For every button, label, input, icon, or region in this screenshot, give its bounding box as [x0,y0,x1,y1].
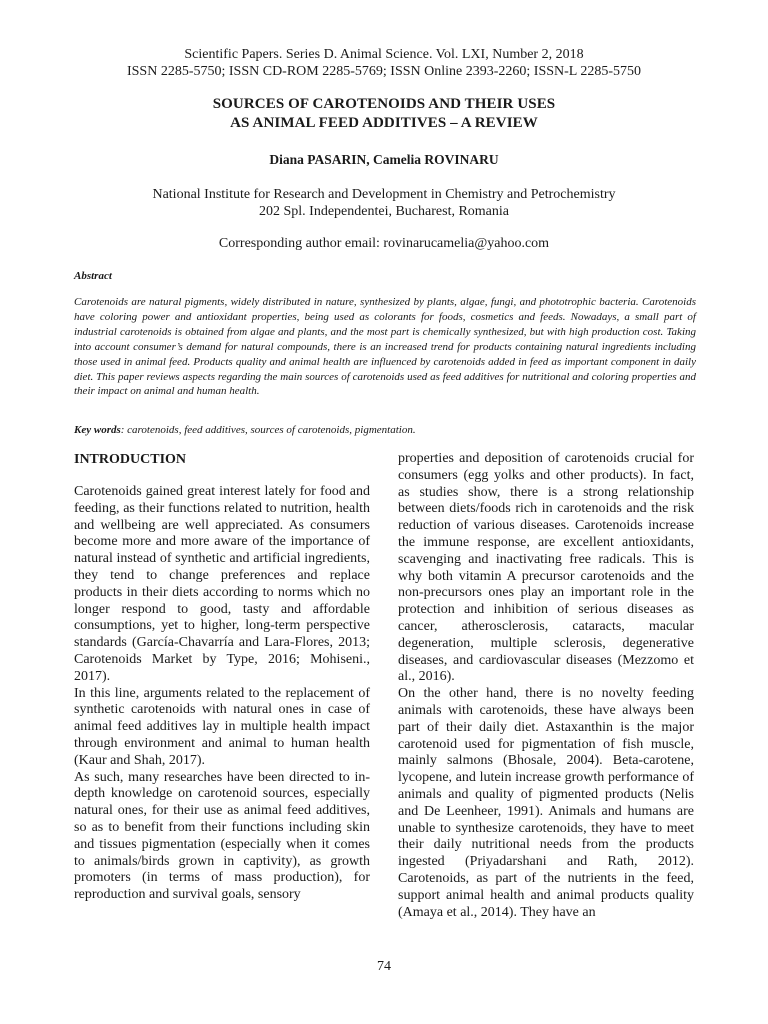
right-column [398,451,694,921]
intro-paragraph: Carotenoids gained great interest lately for food and feeding, as their functions related to nutrition, health and wellbeing are well appreciated. As consumers become more and more aware of the importance of natural instead of synthetic and artificial ingredients, they tend to change preferences and replace products in their diets according to norms which no longer respond to good, tasty and affordable consumptions, yet to higher, long-term perspective standards (García-Chavarría and Lara-Flores, 2013; Carotenoids Market by Type, 2016; Mohiseni., 2017). [74,484,370,684]
introduction-heading: INTRODUCTION [74,452,187,467]
intro-paragraph: properties and deposition of carotenoids crucial for consumers (egg yolks and other products). In fact, as studies show, there is a strong relationship between diets/foods rich in carotenoids and the risk reduction of various diseases. Carotenoids increase the immune response, are excellent antioxidants, scavenging and inactivating free radicals. This is why both vitamin A precursor carotenoids and the non-precursors ones play an important role in the protection and inhibition of serious diseases as cancer, atherosclerosis, cataracts, macular degeneration, multiple sclerosis, degenerative diseases, and cardiovascular diseases (Mezzomo et al., 2016). [398,451,694,685]
abstract-text: Carotenoids are natural pigments, widely distributed in nature, synthesized by plants, algae, fungi, and phototrophic bacteria. Carotenoids have coloring power and antioxidant properties, being used as colorants for foods, cosmetics and feeds. Nowadays, a small part of industrial carotenoids is obtained from algae and plants, and the most part is chemically synthesized, but with high production cost. Taking into account consumer’s demand for natural compounds, there is an increased trend for products containing natural ingredients including those used in animal feed. Products quality and animal health are influenced by carotenoids added in feed as important component in daily diet. This paper reviews aspects regarding the main sources of carotenoids used as feed additives for nutritional and coloring properties and their impact on animal and human health. [74,296,696,398]
page-number: 74 [377,959,391,974]
journal-header [0,46,768,80]
article-title-line-1: SOURCES OF CAROTENOIDS AND THEIR USES [212,96,556,112]
intro-paragraph: On the other hand, there is no novelty feeding animals with carotenoids, these have always been part of their daily diet. Astaxanthin is the major carotenoid used for pigmentation of fish muscle, mainly salmons (Bhosale, 2004). Beta-carotene, lycopene, and lutein increase growth performance of animals and quality of pigmented products (Nelis and De Leenheer, 1991). Animals and humans are unable to synthesize carotenoids, they have to meet their daily nutritional needs from the products ingested (Priyadarshani and Rath, 2012). Carotenoids, as part of the nutrients in the feed, support animal health and animal products quality (Amaya et al., 2014). They have an [398,686,694,920]
left-column [74,484,370,904]
article-authors: Diana PASARIN, Camelia ROVINARU [269,152,499,167]
author-affiliation [0,186,768,220]
corresponding-author-email: Corresponding author email: rovinarucamelia@yahoo.com [218,236,550,251]
keywords-text: : carotenoids, feed additives, sources of carotenoids, pigmentation. [120,424,416,436]
abstract-heading: Abstract [74,270,112,282]
affiliation-institute: National Institute for Research and Development in Chemistry and Petrochemistry [152,187,616,202]
intro-paragraph: In this line, arguments related to the replacement of synthetic carotenoids with natural ones in case of animal feed additives lay in multiple health impact through environment and animal to human health (Kaur and Shah, 2017). [74,685,370,768]
keywords-line [74,424,696,436]
affiliation-address: 202 Spl. Independentei, Bucharest, Romania [259,204,509,219]
intro-paragraph: As such, many researches have been directed to in-depth knowledge on carotenoid sources, especially natural ones, for their use as animal feed additives, so as to benefit from their functions including skin and tissues pigmentation (especially when it comes to animals/birds grown in captivity), as growth promoters (in terms of mass production), for reproduction and survival goals, sensory [74,769,370,903]
keywords-label: Key words [74,424,121,436]
article-title [0,95,768,133]
journal-series-line: Scientific Papers. Series D. Animal Science. Vol. LXI, Number 2, 2018 [184,47,584,62]
article-title-line-2: AS ANIMAL FEED ADDITIVES – A REVIEW [230,115,538,131]
journal-issn-line: ISSN 2285-5750; ISSN CD-ROM 2285-5769; ISSN Online 2393-2260; ISSN-L 2285-5750 [126,64,641,79]
